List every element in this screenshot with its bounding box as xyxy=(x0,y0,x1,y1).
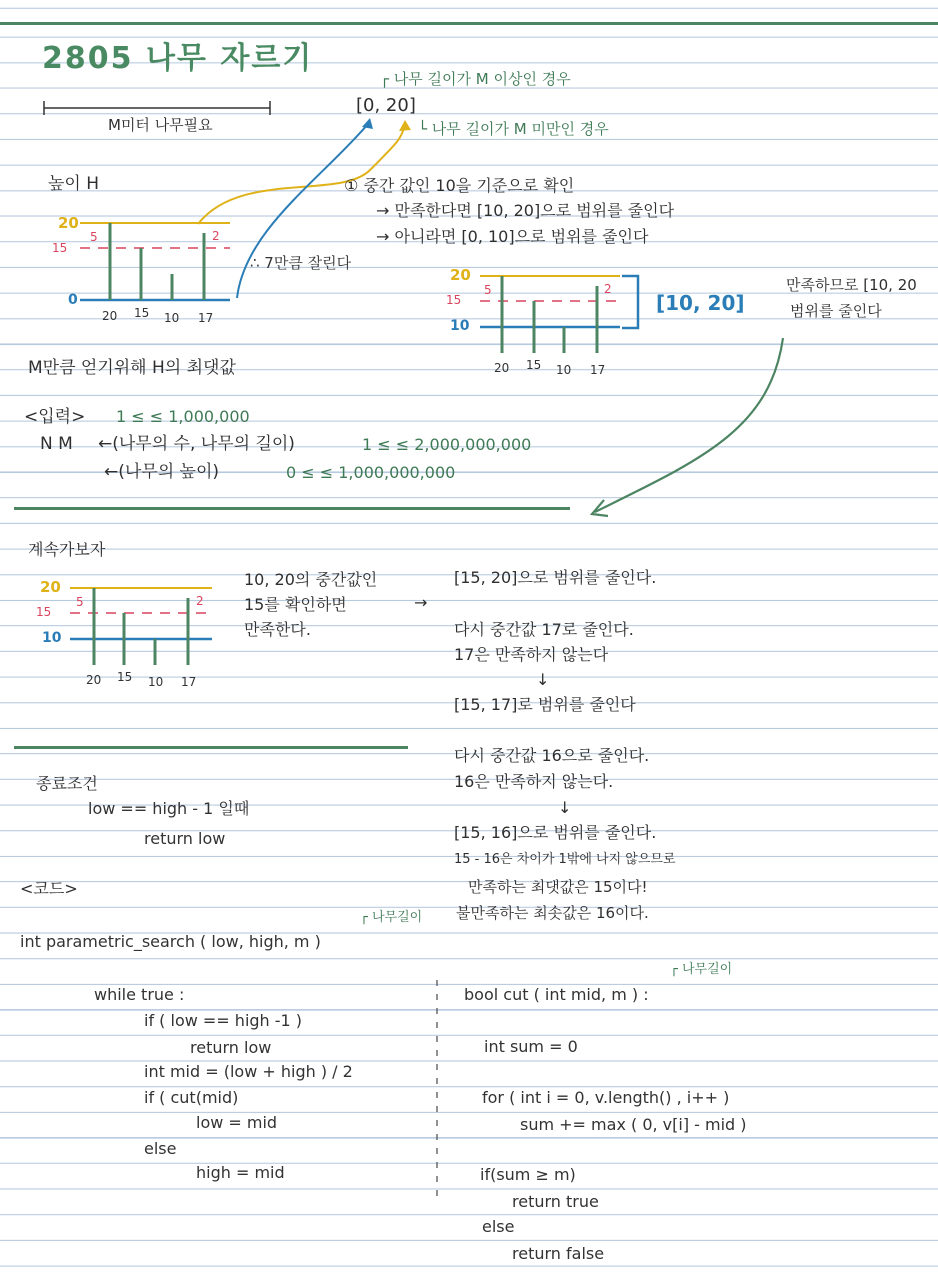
chart1-base-label: 0 xyxy=(68,292,78,308)
section-rule-2 xyxy=(14,746,408,749)
code-left-6: else xyxy=(144,1139,177,1158)
continue-left1: 10, 20의 중간값인 xyxy=(244,570,378,589)
continue-r5: [15, 17]로 범위를 줄인다 xyxy=(454,695,636,714)
goal-text: M만큼 얻기위해 H의 최댓값 xyxy=(28,358,236,378)
range-label: [0, 20] xyxy=(356,95,416,116)
chart2-tick-2: 10 xyxy=(556,363,572,377)
chart3-tick-1: 15 xyxy=(117,670,133,684)
code-m-note: ┌ 나무길이 xyxy=(360,910,423,925)
m-meter-label: M미터 나무필요 xyxy=(108,116,213,134)
code-cut-note: ┌ 나무길이 xyxy=(670,962,733,977)
input-range1: 1 ≤ ≤ 1,000,000 xyxy=(116,407,250,426)
code-right-6: else xyxy=(482,1217,515,1236)
continue-r12: 불만족하는 최솟값은 16이다. xyxy=(456,904,649,922)
chart2-note2: 범위를 줄인다 xyxy=(790,302,882,320)
input-range3: 0 ≤ ≤ 1,000,000,000 xyxy=(286,463,456,482)
input-header: <입력> xyxy=(24,407,86,427)
chart1-top-label: 20 xyxy=(58,214,79,232)
chart3-tick-3: 17 xyxy=(181,675,197,689)
continue-r2: 다시 중간값 17로 줄인다. xyxy=(454,620,634,639)
chart1-dash-label: 15 xyxy=(52,241,68,255)
chart3-dash-label: 15 xyxy=(36,605,52,619)
range-lower-note: └ 나무 길이가 M 미만인 경우 xyxy=(418,120,609,138)
continue-r9: [15, 16]으로 범위를 줄인다. xyxy=(454,823,657,842)
continue-r1: [15, 20]으로 범위를 줄인다. xyxy=(454,568,657,587)
chart3-tick-0: 20 xyxy=(86,673,102,687)
chart3-top-label: 20 xyxy=(40,578,61,596)
code-signature: int parametric_search ( low, high, m ) xyxy=(20,932,321,951)
step1-line2: → 만족한다면 [10, 20]으로 범위를 줄인다 xyxy=(376,201,675,220)
code-right-3: sum += max ( 0, v[i] - mid ) xyxy=(520,1115,747,1134)
end-cond: low == high - 1 일때 xyxy=(88,799,250,818)
code-left-4: if ( cut(mid) xyxy=(144,1088,239,1107)
chart2-tick-0: 20 xyxy=(494,361,510,375)
step1-line1: ① 중간 값인 10을 기준으로 확인 xyxy=(344,176,575,195)
continue-r8: ↓ xyxy=(558,798,572,817)
code-left-0: while true : xyxy=(94,985,185,1004)
page-title: 2805 나무 자르기 xyxy=(42,41,314,76)
code-left-7: high = mid xyxy=(196,1163,285,1182)
continue-r7: 16은 만족하지 않는다. xyxy=(454,772,614,791)
input-nm: N M xyxy=(40,434,73,454)
input-h-note: ←(나무의 높이) xyxy=(104,462,220,482)
code-left-2: return low xyxy=(190,1038,272,1057)
code-right-1: int sum = 0 xyxy=(484,1037,578,1056)
chart2-dash-label: 15 xyxy=(446,293,462,307)
continue-r3: 17은 만족하지 않는다 xyxy=(454,645,609,664)
code-header: <코드> xyxy=(20,879,78,898)
chart1-tick-3: 17 xyxy=(198,311,214,325)
code-right-5: return true xyxy=(512,1192,599,1211)
end-header: 종료조건 xyxy=(36,774,98,793)
step1-line3: → 아니라면 [0, 10]으로 범위를 줄인다 xyxy=(376,227,649,246)
continue-r10: 15 - 16은 차이가 1밖에 나지 않으므로 xyxy=(454,852,676,867)
chart3-tick-2: 10 xyxy=(148,675,164,689)
chart2-base-label: 10 xyxy=(450,318,470,334)
chart2-tick-3: 17 xyxy=(590,363,606,377)
continue-arrow: → xyxy=(414,593,428,612)
height-label: 높이 H xyxy=(48,174,100,194)
continue-r6: 다시 중간값 16으로 줄인다. xyxy=(454,746,650,765)
chart1-cut-right: 2 xyxy=(212,229,220,243)
continue-left3: 만족한다. xyxy=(244,620,311,639)
continue-r11: 만족하는 최댓값은 15이다! xyxy=(468,878,648,896)
chart2-bracket-label: [10, 20] xyxy=(656,291,745,315)
code-left-5: low = mid xyxy=(196,1113,278,1132)
input-range2: 1 ≤ ≤ 2,000,000,000 xyxy=(362,435,532,454)
chart2-top-label: 20 xyxy=(450,266,471,284)
code-right-7: return false xyxy=(512,1244,605,1263)
chart2-cut-left: 5 xyxy=(484,283,492,297)
code-right-2: for ( int i = 0, v.length() , i++ ) xyxy=(482,1088,730,1107)
tree-chart-3 xyxy=(34,570,234,695)
continue-left2: 15를 확인하면 xyxy=(244,595,347,614)
chart2-tick-1: 15 xyxy=(526,358,542,372)
tree-chart-3-svg xyxy=(34,570,234,695)
chart1-cut-left: 5 xyxy=(90,230,98,244)
chart3-cut-right: 2 xyxy=(196,594,204,608)
cut-note: ∴ 7만큼 잘린다 xyxy=(250,254,352,272)
section-rule-1 xyxy=(14,507,570,510)
chart3-base-label: 10 xyxy=(42,630,62,646)
end-return: return low xyxy=(144,829,226,848)
chart3-cut-left: 5 xyxy=(76,595,84,609)
chart1-tick-2: 10 xyxy=(164,311,180,325)
range-upper-note: ┌ 나무 길이가 M 이상인 경우 xyxy=(380,70,571,88)
tree-chart-1 xyxy=(40,205,260,330)
code-left-3: int mid = (low + high ) / 2 xyxy=(144,1062,353,1081)
tree-chart-2 xyxy=(440,258,640,383)
chart1-tick-1: 15 xyxy=(134,306,150,320)
continue-header: 계속가보자 xyxy=(28,540,106,559)
code-left-1: if ( low == high -1 ) xyxy=(144,1011,303,1030)
code-right-4: if(sum ≥ m) xyxy=(480,1165,576,1184)
chart1-tick-0: 20 xyxy=(102,309,118,323)
chart2-cut-right: 2 xyxy=(604,282,612,296)
continue-r4: ↓ xyxy=(536,670,550,689)
chart2-note1: 만족하므로 [10, 20 xyxy=(786,276,917,294)
input-nm-note: ←(나무의 수, 나무의 길이) xyxy=(98,434,295,454)
code-right-0: bool cut ( int mid, m ) : xyxy=(464,985,649,1004)
